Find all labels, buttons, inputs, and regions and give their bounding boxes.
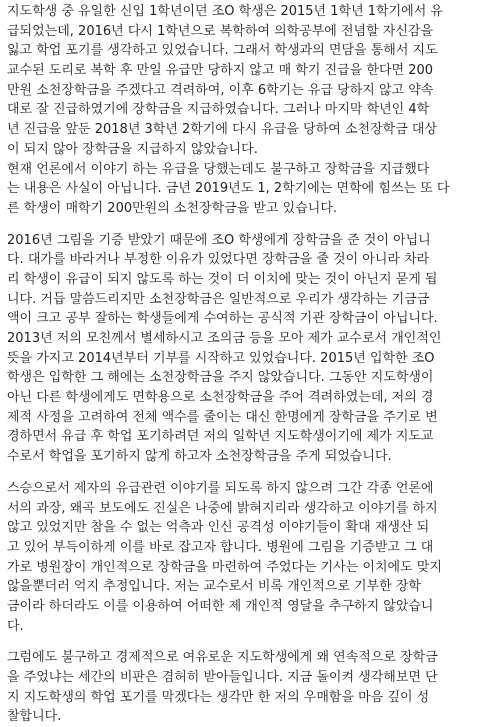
- text-line: 학생은 입학한 그 해에는 소천장학금을 주지 않았습니다. 그동안 지도학생이: [7, 370, 434, 386]
- text-line: 는 내용은 사실이 아닙니다. 금년 2019년도 1, 2학기에는 면학에 힘쓰는 또 다: [7, 181, 450, 197]
- paragraph: [7, 648, 496, 727]
- text-line: 수로서 학업을 포기하지 않게 하고자 소천장학금을 주게 되었습니다.: [7, 449, 392, 465]
- text-line: 고 있어 부득이하게 이를 바로 잡고자 합니다. 병원에 그림을 기증받고 그 대: [7, 539, 434, 555]
- text-line: 을 주었냐는 세간의 비판은 겸허히 받아들입니다. 지금 돌이켜 생각해보면 단: [7, 670, 438, 685]
- text-line: 다.: [7, 618, 24, 634]
- text-line: 그럼에도 불구하고 경제적으로 여유로운 지도학생에게 왜 연속적으로 장학금: [7, 650, 438, 666]
- text-line: 않고 있었지만 참을 수 없는 억측과 인신 공격성 이야기들이 확대 재생산 되: [7, 520, 430, 536]
- text-line: 뜻을 가지고 2014년부터 기부를 시작하고 있었습니다. 2015년 입학한 조O: [7, 350, 435, 366]
- text-line: 현재 언론에서 이야기 하는 유급을 당했는데도 불구하고 장학금을 지급했다: [7, 161, 430, 177]
- text-line: 지도학생 중 유일한 신입 1학년이던 조O 학생은 2015년 1학년 1학기에서 유: [7, 4, 443, 19]
- text-line: 대로 잘 진급하였기에 장학금을 지급하였습니다. 그러나 마지막 학년인 4학: [7, 102, 430, 118]
- text-line: 않을뿐더러 억지 추정입니다. 저는 교수로서 비록 개인적으로 기부한 장학: [7, 579, 421, 595]
- text-line: 2016년 그림을 기증 받았기 때문에 조O 학생에게 장학금을 준 것이 아닙니: [7, 232, 431, 248]
- text-line: 른 학생이 매학기 200만원의 소천장학금을 받고 있습니다.: [7, 200, 338, 216]
- text-line: 잃고 학업 포기를 생각하고 있었습니다. 그래서 학생과의 면담을 통해서 지도: [7, 43, 438, 59]
- text-line: 니다. 거듭 말씀드리지만 소천장학금은 일반적으로 우리가 생각하는 기금금: [7, 291, 430, 307]
- text-line: 제적 사정을 고려하여 전체 액수를 줄이는 대신 한명에게 장학금을 주기로 변: [7, 409, 438, 425]
- text-line: 2013년 저의 모친께서 별세하시고 조의금 등을 모아 제가 교수로서 개인적인: [7, 331, 442, 346]
- text-line: 다. 대가를 바라거나 부정한 이유가 있었다면 장학금을 줄 것이 아니라 차라: [7, 252, 430, 268]
- text-line: 아닌 다른 학생에게도 면학용으로 소천장학금을 주어 격려하였는데, 저의 경: [7, 390, 434, 406]
- text-line: 년 진급을 앞둔 2018년 3학년 2학기에 다시 유급을 당하여 소천장학금 대상: [7, 122, 438, 138]
- paragraph: [7, 2, 496, 219]
- paragraph: [7, 479, 496, 637]
- post-body: [0, 2, 502, 727]
- text-line: 찰합니다.: [7, 709, 62, 725]
- text-line: 급되었는데, 2016년 다시 1학년으로 복학하여 의학공부에 전념할 자신감을: [7, 23, 434, 39]
- text-line: 액이 크고 공부 잘하는 학생들에게 수여하는 공식적 기관 장학금이 아닙니다.: [7, 311, 438, 327]
- text-line: 교수된 도리로 복학 후 만일 유급만 당하지 않고 매 학기 진급을 한다면 200: [7, 63, 434, 79]
- text-line: 스승으로서 제자의 유급관련 이야기를 되도록 하지 않으려 그간 각종 언론에: [7, 480, 434, 496]
- paragraph: [7, 231, 496, 467]
- text-line: 지 지도학생의 학업 포기를 막겠다는 생각만 한 저의 우매함을 마음 깊이 성: [7, 689, 430, 705]
- text-line: 이 되지 않아 장학금을 지급하지 않았습니다.: [7, 141, 258, 157]
- text-line: 리 학생이 유급이 되지 않도록 하는 것이 더 이치에 맞는 것이 아닌지 묻게 됩: [7, 271, 438, 287]
- text-line: 만원 소천장학금을 주겠다고 격려하여, 이후 6학기는 유급 당하지 않고 약속: [7, 82, 434, 98]
- text-line: 경하면서 유급 후 학업 포기하려던 저의 일학년 지도학생이기에 제가 지도교: [7, 429, 434, 445]
- text-line: 가로 병원장이 개인적으로 장학금을 마련하여 주었다는 기사는 이치에도 맞지: [7, 559, 442, 575]
- text-line: 금이라 하더라도 이를 이용하여 어떠한 제 개인적 영달을 추구하지 않았습니: [7, 598, 434, 614]
- text-line: 서의 과장, 왜곡 보도에도 진실은 나중에 밝혀지리라 생각하고 이야기를 하지: [7, 500, 438, 516]
